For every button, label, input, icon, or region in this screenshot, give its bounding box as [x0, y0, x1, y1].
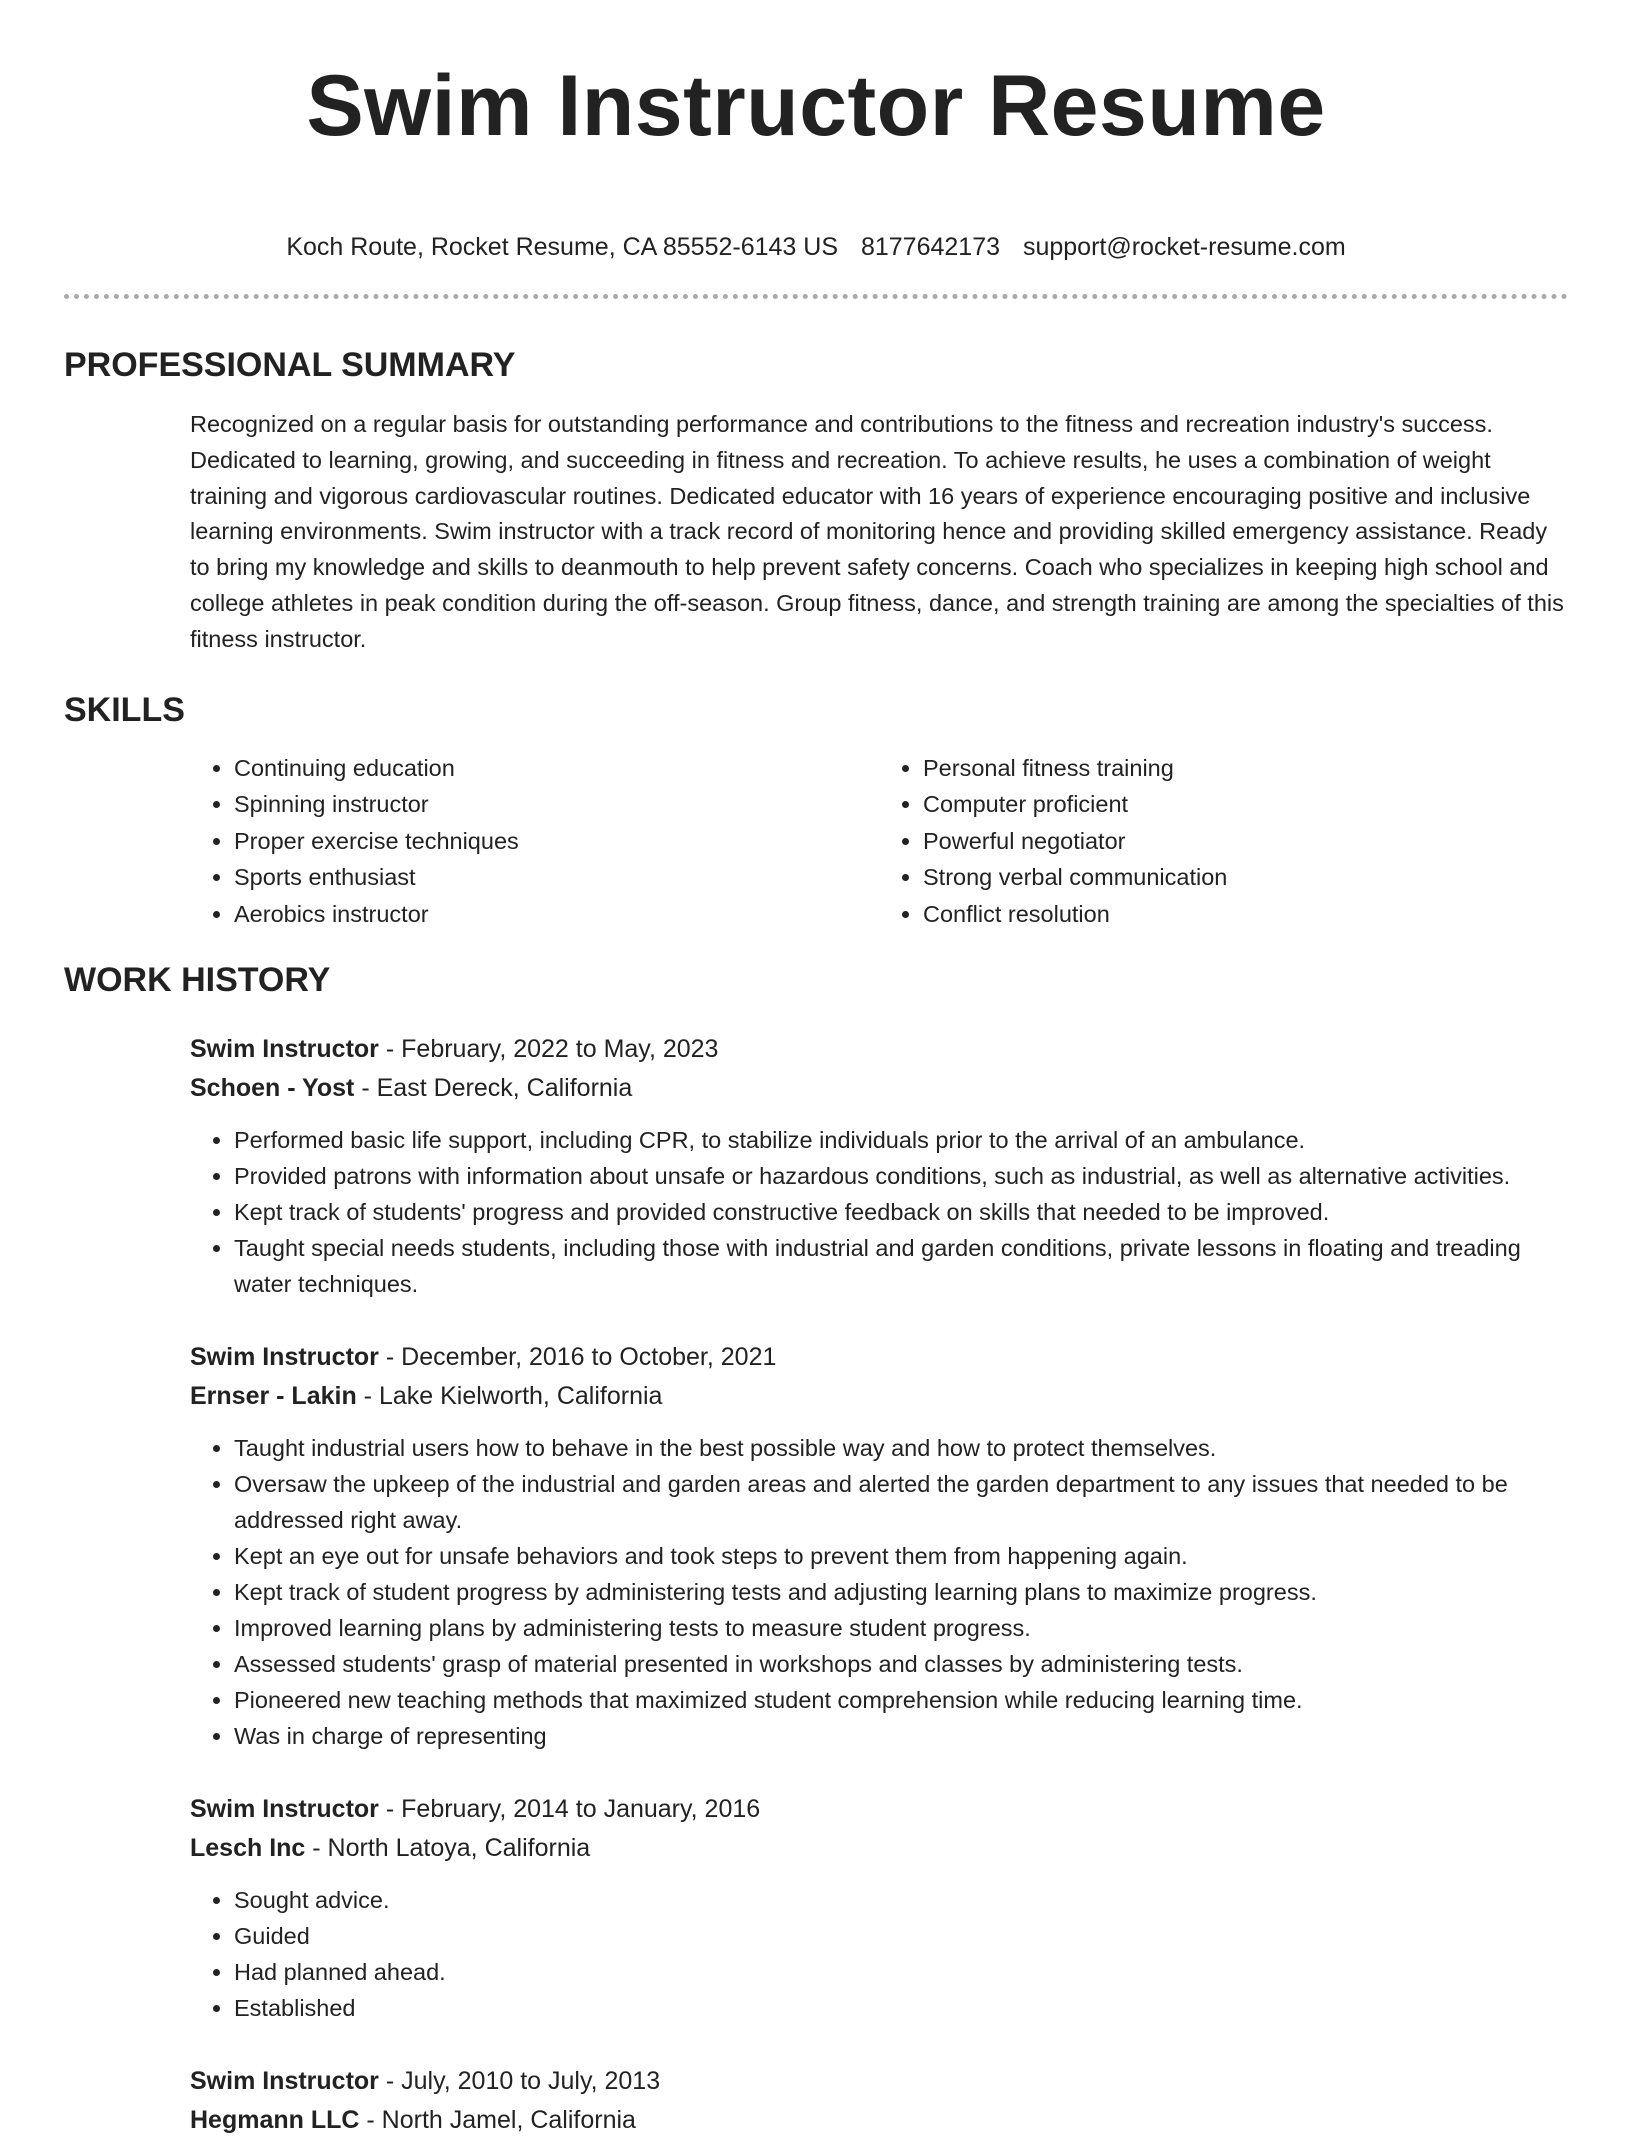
separator: - — [359, 2106, 382, 2135]
job-title-line — [190, 1338, 1568, 1377]
job-title: Swim Instructor — [190, 1343, 379, 1372]
skill-item: • Spinning instructor — [234, 786, 879, 823]
job-location: East Dereck, California — [376, 1074, 633, 1103]
job-location: Lake Kielworth, California — [378, 1382, 663, 1411]
job-entry — [190, 1030, 1568, 1302]
separator: - — [354, 1074, 377, 1103]
job-dates: December, 2016 to October, 2021 — [401, 1343, 777, 1372]
job-bullet: • Had planned ahead. — [234, 1954, 1568, 1990]
job-company: Hegmann LLC — [190, 2106, 360, 2135]
skill-item: • Conflict resolution — [923, 896, 1568, 933]
skill-item: • Personal fitness training — [923, 750, 1568, 787]
header-divider — [64, 294, 1568, 299]
skills-column-left — [190, 750, 879, 933]
job-bullets — [190, 1882, 1568, 2026]
skill-item: • Continuing education — [234, 750, 879, 787]
job-bullet: • Guided — [234, 1918, 1568, 1954]
work-history-heading: WORK HISTORY — [64, 961, 331, 1000]
job-entry — [190, 2062, 1568, 2140]
skill-item: • Sports enthusiast — [234, 859, 879, 896]
contact-email[interactable]: support@rocket-resume.com — [1022, 233, 1346, 261]
job-title: Swim Instructor — [190, 2067, 379, 2096]
job-title: Swim Instructor — [190, 1795, 379, 1824]
job-bullet: • Oversaw the upkeep of the industrial and garden areas and alerted the garden department to any issues that needed to be addressed right away. — [234, 1466, 1568, 1538]
summary-heading: PROFESSIONAL SUMMARY — [64, 346, 516, 384]
job-bullet: • Pioneered new teaching methods that maximized student comprehension while reducing learning time. — [234, 1682, 1568, 1718]
job-company-line — [190, 1377, 1568, 1416]
separator: - — [378, 2067, 402, 2096]
separator: - — [378, 1035, 402, 1064]
job-bullet: • Kept an eye out for unsafe behaviors and took steps to prevent them from happening again. — [234, 1538, 1568, 1574]
separator: - — [356, 1382, 379, 1411]
job-dates: February, 2022 to May, 2023 — [401, 1035, 719, 1064]
job-bullet: • Provided patrons with information about unsafe or hazardous conditions, such as industrial, as well as alternative activities. — [234, 1158, 1568, 1194]
job-bullet: • Assessed students' grasp of material presented in workshops and classes by administering tests. — [234, 1646, 1568, 1682]
job-bullet: • Kept track of student progress by administering tests and adjusting learning plans to maximize progress. — [234, 1574, 1568, 1610]
skill-item: • Strong verbal communication — [923, 859, 1568, 896]
job-bullets — [190, 1430, 1568, 1754]
contact-line — [64, 232, 1568, 262]
job-entry — [190, 1790, 1568, 2026]
job-company: Lesch Inc — [190, 1834, 306, 1863]
job-company: Schoen - Yost — [190, 1074, 355, 1103]
job-bullet: • Was in charge of representing — [234, 1718, 1568, 1754]
separator: - — [305, 1834, 328, 1863]
job-bullet: • Taught special needs students, including those with industrial and garden conditions, private lessons in floating and treading water techniques. — [234, 1230, 1568, 1302]
job-bullet: • Improved learning plans by administering tests to measure student progress. — [234, 1610, 1568, 1646]
job-bullet: • Taught industrial users how to behave in the best possible way and how to protect themselves. — [234, 1430, 1568, 1466]
job-company: Ernser - Lakin — [190, 1382, 357, 1411]
job-entry — [190, 1338, 1568, 1754]
job-company-line — [190, 1069, 1568, 1108]
job-title: Swim Instructor — [190, 1035, 379, 1064]
job-bullets — [190, 1122, 1568, 1302]
job-title-line — [190, 1030, 1568, 1069]
resume-page — [64, 0, 1568, 2140]
job-title-line — [190, 1790, 1568, 1829]
contact-address: Koch Route, Rocket Resume, CA 85552-6143 US — [286, 233, 839, 261]
skill-item: • Computer proficient — [923, 786, 1568, 823]
page-title: Swim Instructor Resume — [306, 58, 1326, 154]
skills-list — [190, 750, 1568, 933]
job-bullet: • Performed basic life support, including CPR, to stabilize individuals prior to the arrival of an ambulance. — [234, 1122, 1568, 1158]
job-location: North Latoya, California — [327, 1834, 591, 1863]
job-title-line — [190, 2062, 1568, 2101]
skills-column-right — [879, 750, 1568, 933]
job-bullet: • Established — [234, 1990, 1568, 2026]
skills-heading: SKILLS — [64, 690, 185, 729]
job-company-line — [190, 2101, 1568, 2140]
job-dates: February, 2014 to January, 2016 — [401, 1795, 761, 1824]
skill-item: • Proper exercise techniques — [234, 823, 879, 860]
job-location: North Jamel, California — [381, 2106, 636, 2135]
skill-item: • Powerful negotiator — [923, 823, 1568, 860]
job-bullet: • Sought advice. — [234, 1882, 1568, 1918]
summary-text: Recognized on a regular basis for outstanding performance and contributions to the fitness and recreation industry's success. Dedicated to learning, growing, and succeeding in fitness and recreation. To achieve results, he uses a combination of weight training and vigorous cardiovascular routines. Dedicated educator with 16 years of experience encouraging positive and inclusive learning environments. Swim instructor with a track record of monitoring hence and providing skilled emergency assistance. Ready to bring my knowledge and skills to deanmouth to help prevent safety concerns. Coach who specializes in keeping high school and college athletes in peak condition during the off-season. Group fitness, dance, and strength training are among the specialties of this fitness instructor. — [190, 411, 1564, 652]
job-bullet: • Kept track of students' progress and provided constructive feedback on skills that needed to be improved. — [234, 1194, 1568, 1230]
skill-item: • Aerobics instructor — [234, 896, 879, 933]
job-company-line — [190, 1829, 1568, 1868]
contact-phone: 8177642173 — [860, 233, 1001, 261]
job-dates: July, 2010 to July, 2013 — [401, 2067, 661, 2096]
separator: - — [378, 1795, 402, 1824]
separator: - — [378, 1343, 402, 1372]
